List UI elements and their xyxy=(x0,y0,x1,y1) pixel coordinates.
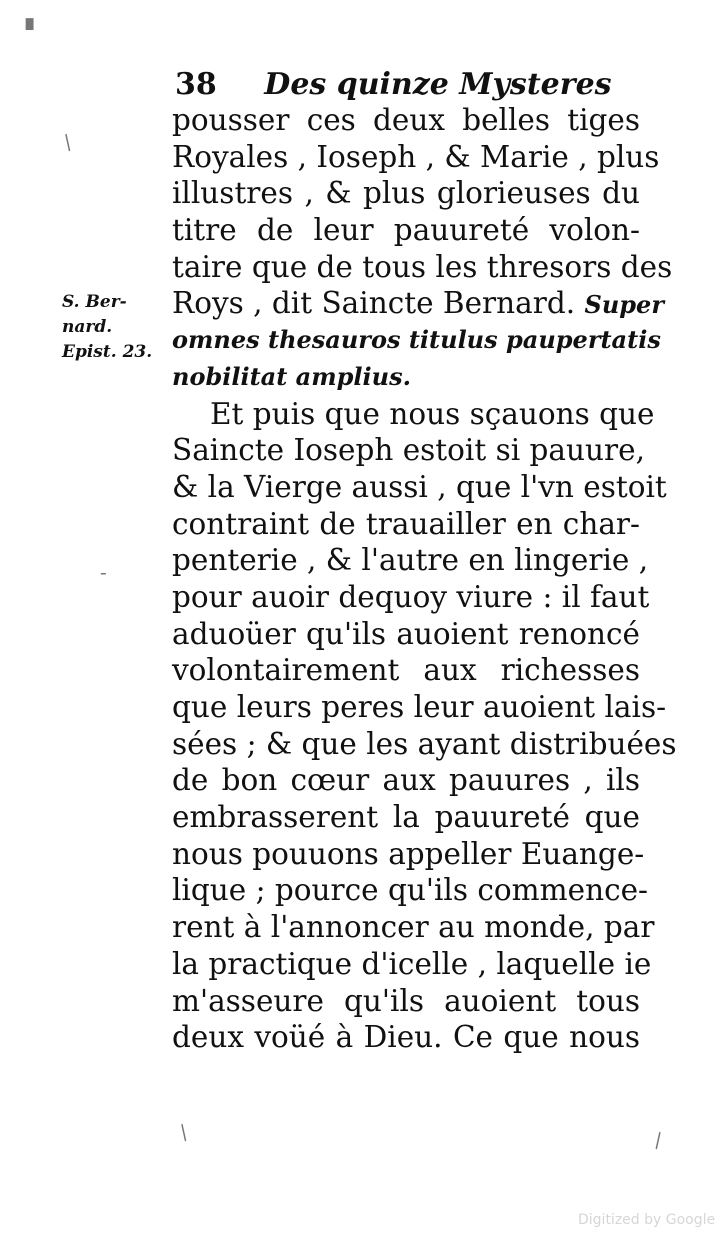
text-line: sées ; & que les ayant distribuées xyxy=(172,726,677,761)
marginal-line: nard. xyxy=(62,317,113,337)
marginal-line: Epist. 23. xyxy=(62,342,153,362)
latin-quote-line: nobilitat amplius. xyxy=(172,361,411,391)
text-line: & la Vierge aussi , que l'vn estoit xyxy=(172,469,667,504)
text-line: pousser ces deux belles tiges xyxy=(172,103,640,137)
text-line: nous pouuons appeller Euange- xyxy=(172,836,645,871)
scan-speck: - xyxy=(100,560,107,584)
text-line: volontairement aux richesses xyxy=(172,653,640,688)
scan-speck: ▝ xyxy=(18,18,34,42)
marginal-citation xyxy=(62,290,152,365)
text-line: contraint de trauailler en char- xyxy=(172,506,640,541)
text-line: taire que de tous les thresors des xyxy=(172,249,673,284)
scan-speck: \ xyxy=(649,1127,668,1153)
text-line: lique ; pource qu'ils commence- xyxy=(172,873,649,908)
scan-speck: / xyxy=(174,1119,193,1145)
text-line: pour auoir dequoy viure : il faut xyxy=(172,579,650,614)
text-line: Et puis que nous sçauons que xyxy=(210,396,655,431)
scan-speck: / xyxy=(58,129,77,155)
text-line: deux voüé à Dieu. Ce que nous xyxy=(172,1020,640,1055)
text-line: la practique d'icelle , laquelle ie xyxy=(172,946,652,981)
text-line: rent à l'annoncer au monde, par xyxy=(172,910,655,945)
running-title: Des quinze Mysteres xyxy=(264,67,612,102)
marginal-line: S. Ber- xyxy=(62,292,127,312)
running-head xyxy=(175,68,612,102)
text-line: de bon cœur aux pauures , ils xyxy=(172,763,640,798)
body-text xyxy=(172,102,677,1056)
digitization-watermark: Digitized by Google xyxy=(578,1212,716,1228)
text-line: penterie , & l'autre en lingerie , xyxy=(172,543,649,578)
text-line: m'asseure qu'ils auoient tous xyxy=(172,983,640,1018)
page-number: 38 xyxy=(175,67,217,102)
latin-quote-line: omnes thesauros titulus paupertatis xyxy=(172,325,661,355)
text-line: Saincte Ioseph estoit si pauure, xyxy=(172,433,645,468)
text-line: illustres , & plus glorieuses du xyxy=(172,176,640,211)
text-line: que leurs peres leur auoient lais- xyxy=(172,690,667,724)
latin-quote: Super xyxy=(584,290,664,320)
text-line: aduoüer qu'ils auoient renoncé xyxy=(172,616,640,651)
text-line: embrasserent la pauureté que xyxy=(172,800,640,835)
text-line: titre de leur pauureté volon- xyxy=(172,213,640,248)
text-line-segment: Roys , dit Saincte Bernard. xyxy=(172,286,576,321)
text-line: Royales , Ioseph , & Marie , plus xyxy=(172,139,660,174)
text-line xyxy=(172,285,664,322)
